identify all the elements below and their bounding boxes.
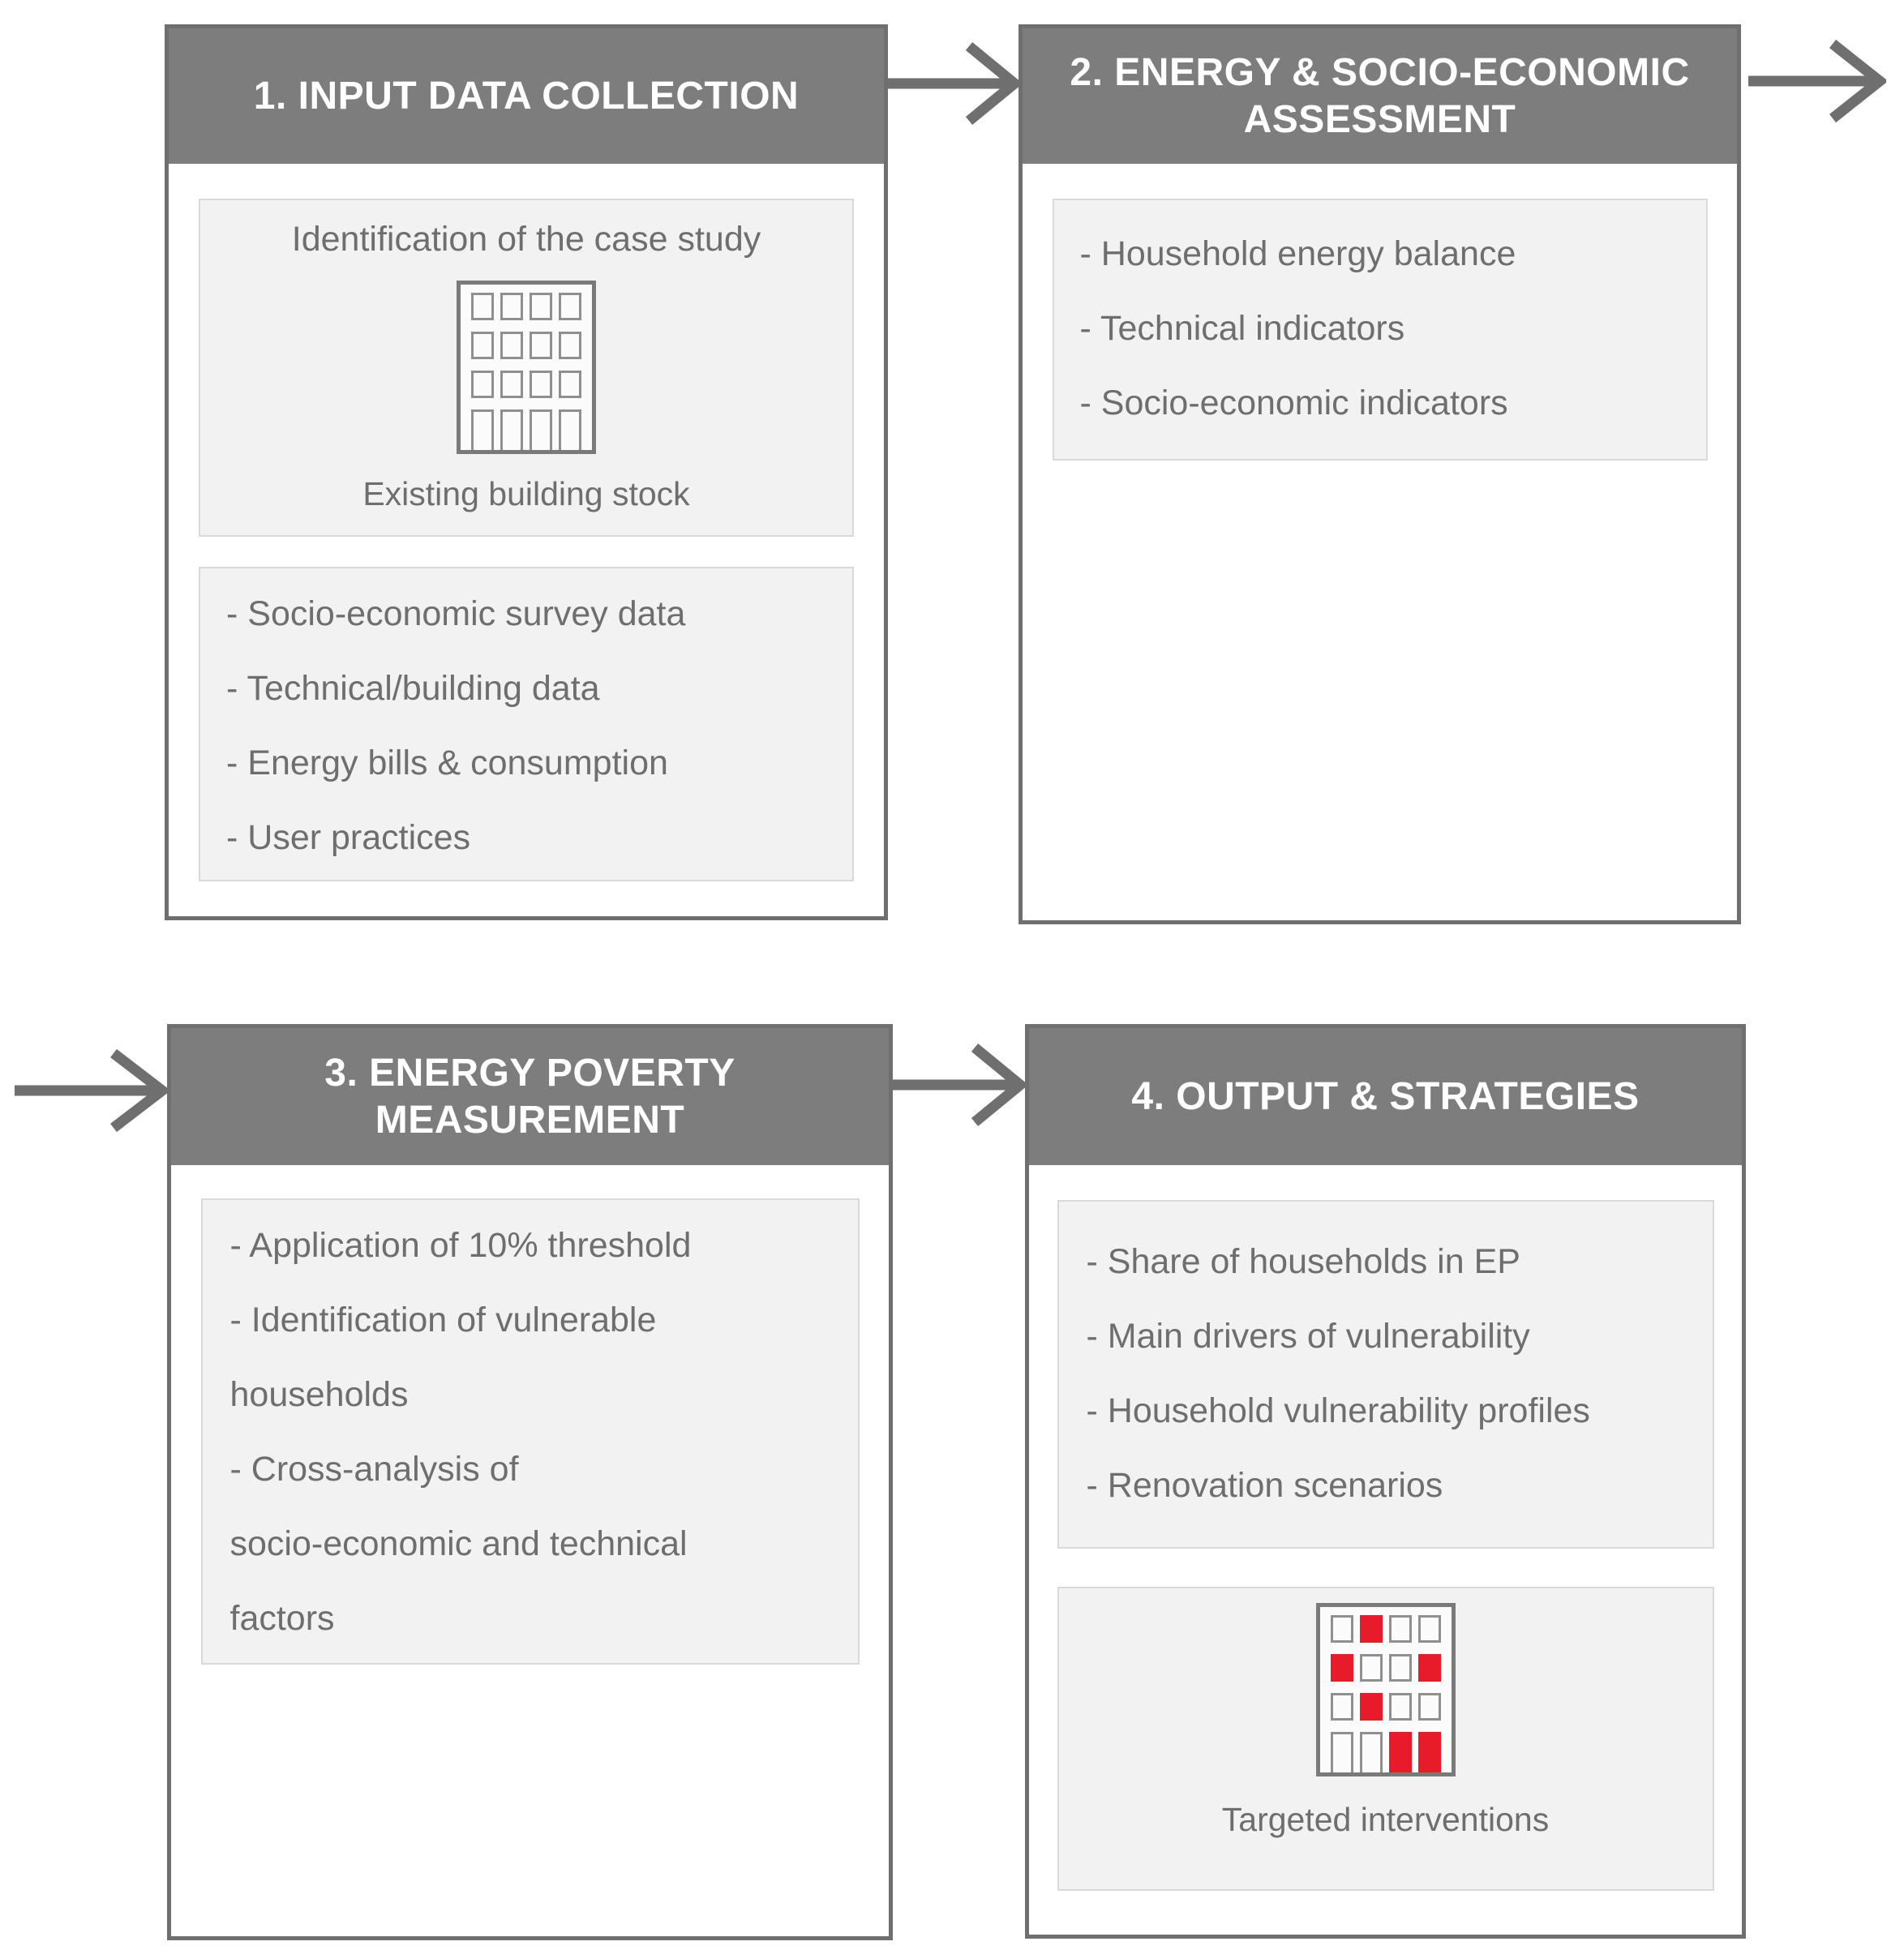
list-item: - Share of households in EP xyxy=(1086,1242,1520,1281)
window-icon xyxy=(530,371,552,398)
building-row xyxy=(1331,1732,1441,1772)
step-3-title-line-2: MEASUREMENT xyxy=(375,1098,685,1142)
list-item: - Energy bills & consumption xyxy=(226,744,668,782)
step-2-energy-socio-economic-assessment-box xyxy=(1018,24,1741,924)
existing-building-stock-icon xyxy=(457,281,596,454)
flow-arrow-1-to-2-icon xyxy=(886,31,1021,136)
window-icon xyxy=(1331,1693,1353,1721)
building-row xyxy=(1331,1693,1441,1721)
window-icon xyxy=(471,293,494,320)
window-icon xyxy=(471,332,494,359)
list-item: - Application of 10% threshold xyxy=(229,1226,692,1265)
window-icon xyxy=(500,409,523,450)
building-stock-caption: Existing building stock xyxy=(362,475,690,512)
step-1-input-data-collection-box xyxy=(165,24,888,920)
step-2-title-line-1: 2. ENERGY & SOCIO-ECONOMIC xyxy=(1070,50,1690,94)
list-item: - Household vulnerability profiles xyxy=(1086,1391,1590,1430)
window-icon xyxy=(530,293,552,320)
highlighted-window-icon xyxy=(1389,1732,1412,1772)
list-item-continuation: socio-economic and technical xyxy=(229,1524,688,1563)
window-icon xyxy=(500,332,523,359)
step-4-header xyxy=(1029,1028,1742,1165)
window-icon xyxy=(471,409,494,450)
window-icon xyxy=(559,409,581,450)
measurement-list-panel xyxy=(201,1198,860,1665)
step-3-title-line-1: 3. ENERGY POVERTY xyxy=(324,1051,735,1095)
window-icon xyxy=(1389,1615,1412,1643)
building-row xyxy=(471,293,581,320)
highlighted-window-icon xyxy=(1360,1615,1383,1643)
building-row xyxy=(1331,1654,1441,1682)
window-icon xyxy=(500,371,523,398)
window-icon xyxy=(559,371,581,398)
assessment-list-panel xyxy=(1053,199,1708,461)
building-row xyxy=(471,332,581,359)
highlighted-window-icon xyxy=(1331,1654,1353,1682)
window-icon xyxy=(1360,1654,1383,1682)
window-icon xyxy=(1331,1732,1353,1772)
window-icon xyxy=(530,409,552,450)
step-2-title-line-2: ASSESSMENT xyxy=(1243,97,1516,141)
building-row xyxy=(471,371,581,398)
step-4-title: 4. OUTPUT & STRATEGIES xyxy=(1131,1074,1640,1118)
list-item: - Technical/building data xyxy=(226,669,600,708)
window-icon xyxy=(530,332,552,359)
window-icon xyxy=(1331,1615,1353,1643)
highlighted-window-icon xyxy=(1360,1693,1383,1721)
building-row xyxy=(471,409,581,450)
highlighted-window-icon xyxy=(1418,1732,1441,1772)
building-row xyxy=(1331,1615,1441,1643)
window-icon xyxy=(471,371,494,398)
list-item: - Main drivers of vulnerability xyxy=(1086,1317,1530,1356)
targeted-interventions-building-icon xyxy=(1316,1603,1456,1776)
flow-arrow-2-out-icon xyxy=(1748,28,1886,134)
targeted-interventions-panel xyxy=(1057,1587,1714,1891)
step-2-header xyxy=(1023,28,1737,164)
list-item: - Cross-analysis of xyxy=(229,1450,519,1489)
step-1-header xyxy=(169,28,884,164)
step-4-output-strategies-box xyxy=(1025,1024,1746,1939)
window-icon xyxy=(500,293,523,320)
flow-arrow-3-to-4-icon xyxy=(892,1032,1027,1138)
case-study-panel xyxy=(199,199,854,537)
targeted-interventions-caption: Targeted interventions xyxy=(1221,1801,1550,1838)
list-item: - Technical indicators xyxy=(1079,309,1405,348)
list-item: - Identification of vulnerable xyxy=(229,1301,657,1339)
list-item: - Socio-economic survey data xyxy=(226,594,686,633)
case-study-heading: Identification of the case study xyxy=(291,220,761,259)
window-icon xyxy=(559,332,581,359)
list-item: - Renovation scenarios xyxy=(1086,1466,1443,1505)
flow-arrow-in-3-icon xyxy=(15,1038,169,1143)
list-item-continuation: factors xyxy=(229,1599,335,1638)
step-3-header xyxy=(171,1028,889,1165)
window-icon xyxy=(1389,1654,1412,1682)
highlighted-window-icon xyxy=(1418,1654,1441,1682)
list-item: - Socio-economic indicators xyxy=(1079,384,1508,422)
window-icon xyxy=(1360,1732,1383,1772)
list-item-continuation: households xyxy=(229,1375,409,1414)
window-icon xyxy=(1418,1615,1441,1643)
output-list-panel xyxy=(1057,1200,1714,1549)
window-icon xyxy=(559,293,581,320)
step-1-title: 1. INPUT DATA COLLECTION xyxy=(253,74,800,118)
list-item: - User practices xyxy=(226,818,471,857)
window-icon xyxy=(1389,1693,1412,1721)
input-data-list-panel xyxy=(199,567,854,881)
window-icon xyxy=(1418,1693,1441,1721)
step-3-energy-poverty-measurement-box xyxy=(167,1024,893,1940)
list-item: - Household energy balance xyxy=(1079,234,1516,273)
